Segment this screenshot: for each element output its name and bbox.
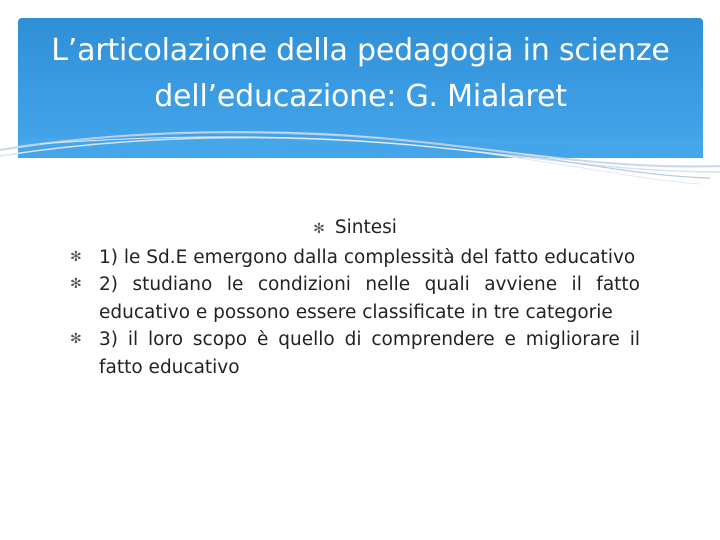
list-item: ✻ 2) studiano le condizioni nelle quali avviene il fatto educativo e possono essere classificate in tre categorie — [70, 271, 640, 326]
asterisk-icon: ✻ — [70, 248, 82, 265]
list-item: ✻ 3) il loro scopo è quello di comprendere e migliorare il fatto educativo — [70, 326, 640, 381]
bullet-list — [70, 214, 640, 381]
decorative-swoosh — [0, 120, 720, 200]
asterisk-icon: ✻ — [70, 276, 82, 292]
list-item: ✻ Sintesi — [313, 217, 397, 238]
list-item: ✻ 1) le Sd.E emergono dalla complessità del fatto educativo — [70, 244, 640, 272]
asterisk-icon: ✻ — [70, 331, 82, 347]
asterisk-icon: ✻ — [313, 221, 325, 237]
slide-title: L’articolazione della pedagogia in scienze dell’educazione: G. Mialaret — [51, 33, 670, 114]
